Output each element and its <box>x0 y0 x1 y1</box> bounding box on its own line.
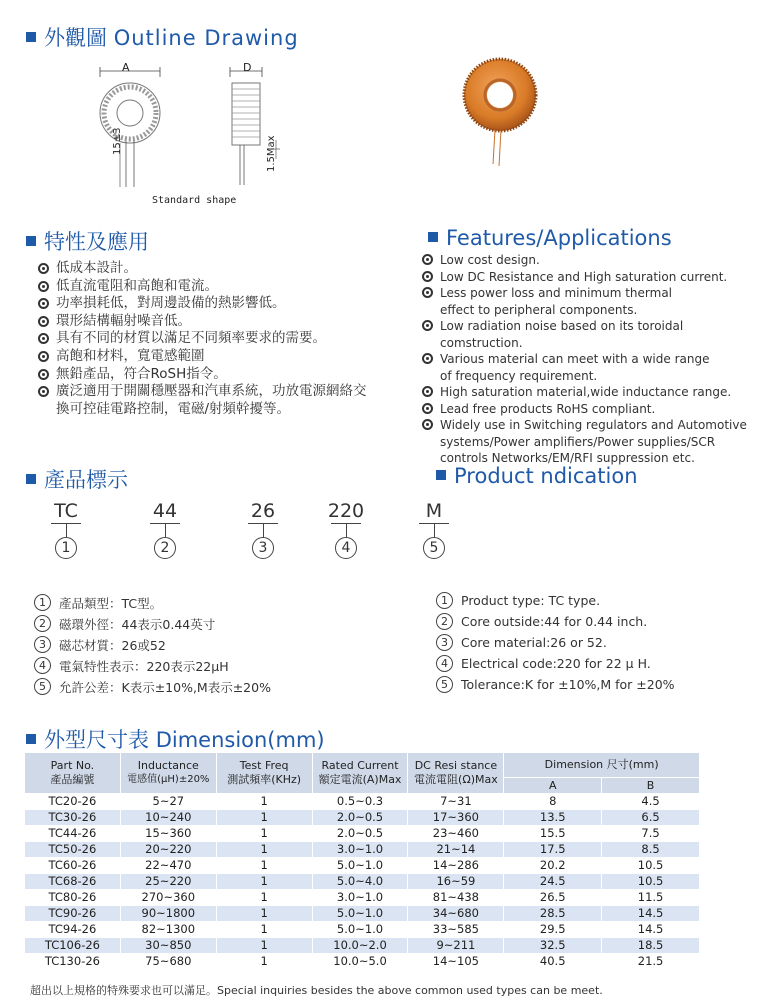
legend-number: 1 <box>436 592 453 609</box>
table-cell: 8 <box>504 794 602 810</box>
table-cell: 21~14 <box>408 842 504 858</box>
bullet-icon <box>422 419 433 430</box>
feature-text: 低成本設計。 <box>56 260 137 276</box>
heading-square-icon <box>26 236 36 246</box>
bullet-icon <box>38 369 49 380</box>
table-cell: 17.5 <box>504 842 602 858</box>
heading-square-icon <box>26 734 36 744</box>
dim-label-d: D <box>243 61 252 74</box>
outline-drawing <box>90 55 310 215</box>
legend-row <box>34 655 271 676</box>
legend-en <box>436 590 675 695</box>
legend-row <box>436 611 675 632</box>
legend-number: 5 <box>436 676 453 693</box>
table-cell: 20.2 <box>504 858 602 874</box>
table-cell: 40.5 <box>504 954 602 970</box>
list-item <box>38 330 368 348</box>
feature-text: Low radiation noise based on its toroidal comstruction. <box>440 319 684 350</box>
table-row <box>25 874 700 890</box>
dimension-table-body <box>25 794 700 970</box>
dimension-heading-zh: 外型尺寸表 <box>44 728 149 752</box>
legend-text: 磁環外徑：44表示0.44英寸 <box>59 616 216 632</box>
feature-text: 高飽和材料，寬電感範圍 <box>56 347 205 364</box>
table-row <box>25 858 700 874</box>
header-text: Test Freq <box>239 759 289 772</box>
table-cell: 14.5 <box>602 922 700 938</box>
bullet-icon <box>422 271 433 282</box>
table-cell: 3.0~1.0 <box>312 842 408 858</box>
features-zh-list <box>38 260 368 418</box>
code-number: 1 <box>55 537 77 559</box>
table-cell: 1 <box>216 922 312 938</box>
table-cell: 17~360 <box>408 810 504 826</box>
table-cell: 4.5 <box>602 794 700 810</box>
table-cell: 0.5~0.3 <box>312 794 408 810</box>
table-cell: 90~1800 <box>120 906 216 922</box>
bullet-icon <box>38 316 49 327</box>
table-cell: 14~105 <box>408 954 504 970</box>
list-item <box>422 401 762 418</box>
legend-number: 4 <box>436 655 453 672</box>
code-group <box>243 500 283 559</box>
standard-shape-caption: Standard shape <box>152 195 237 206</box>
indication-en-heading-text: Product ndication <box>454 464 638 488</box>
bullet-icon <box>38 298 49 309</box>
table-cell: 18.5 <box>602 938 700 954</box>
table-cell: 2.0~0.5 <box>312 810 408 826</box>
table-cell: 10.0~5.0 <box>312 954 408 970</box>
dim-label-a: A <box>122 61 130 74</box>
legend-row <box>436 674 675 695</box>
list-item <box>38 348 368 366</box>
table-cell: 7~31 <box>408 794 504 810</box>
code-number: 4 <box>335 537 357 559</box>
dimension-heading-en: Dimension(mm) <box>155 728 325 752</box>
table-cell: 2.0~0.5 <box>312 826 408 842</box>
table-cell: 1 <box>216 826 312 842</box>
code-number: 5 <box>423 537 445 559</box>
table-cell: 10.0~2.0 <box>312 938 408 954</box>
header-text: 額定電流(A)Max <box>318 773 402 786</box>
code-segment <box>243 500 283 559</box>
table-row <box>25 922 700 938</box>
table-row <box>25 810 700 826</box>
table-row <box>25 890 700 906</box>
code-group <box>145 500 185 559</box>
legend-row <box>436 590 675 611</box>
feature-text: Various material can meet with a wide range of frequency requirement. <box>440 352 710 383</box>
feature-text: 環形結構輻射噪音低。 <box>56 312 191 329</box>
table-cell: 75~680 <box>120 954 216 970</box>
features-zh-heading <box>26 226 149 256</box>
legend-text: 產品類型：TC型。 <box>59 595 163 611</box>
legend-text: Tolerance:K for ±10%,M for ±20% <box>461 677 675 692</box>
legend-number: 5 <box>34 678 51 695</box>
header-part-no <box>25 753 121 794</box>
table-row <box>25 954 700 970</box>
bullet-icon <box>422 254 433 265</box>
bullet-icon <box>422 287 433 298</box>
header-rated-current <box>312 753 408 794</box>
legend-row <box>436 653 675 674</box>
table-cell: TC80-26 <box>25 890 121 906</box>
heading-square-icon <box>26 474 36 484</box>
table-cell: 9~211 <box>408 938 504 954</box>
table-cell: 1 <box>216 890 312 906</box>
header-col-a: A <box>504 778 602 794</box>
bullet-icon <box>422 320 433 331</box>
indication-en-heading <box>436 464 638 488</box>
table-cell: 26.5 <box>504 890 602 906</box>
table-cell: 1 <box>216 810 312 826</box>
table-cell: 32.5 <box>504 938 602 954</box>
table-cell: 1 <box>216 874 312 890</box>
table-cell: 5.0~1.0 <box>312 922 408 938</box>
list-item <box>422 285 762 318</box>
list-item <box>38 278 368 296</box>
table-cell: 15.5 <box>504 826 602 842</box>
table-cell: 28.5 <box>504 906 602 922</box>
legend-row <box>436 632 675 653</box>
features-en-list <box>422 252 762 467</box>
bullet-icon <box>422 353 433 364</box>
feature-text: 無鉛產品，符合RoSH指令。 <box>56 365 227 382</box>
indication-zh-heading <box>26 464 128 494</box>
list-item <box>422 318 762 351</box>
lead-length-label: 15±3 <box>112 127 123 155</box>
table-cell: 20~220 <box>120 842 216 858</box>
code-segment <box>414 500 454 559</box>
feature-text: 功率損耗低，對周邊設備的熱影響低。 <box>56 295 286 312</box>
table-cell: 30~850 <box>120 938 216 954</box>
header-inductance <box>120 753 216 794</box>
bullet-icon <box>422 403 433 414</box>
indication-zh-heading-text: 產品標示 <box>44 468 128 492</box>
table-cell: 81~438 <box>408 890 504 906</box>
table-row <box>25 842 700 858</box>
legend-text: 磁芯材質：26或52 <box>59 637 166 653</box>
table-cell: 1 <box>216 858 312 874</box>
table-cell: 7.5 <box>602 826 700 842</box>
legend-number: 2 <box>436 613 453 630</box>
legend-number: 3 <box>436 634 453 651</box>
header-text: 產品編號 <box>50 773 95 786</box>
list-item <box>422 351 762 384</box>
header-test-freq <box>216 753 312 794</box>
table-cell: TC30-26 <box>25 810 121 826</box>
table-cell: 16~59 <box>408 874 504 890</box>
legend-row <box>34 592 271 613</box>
table-cell: 10~240 <box>120 810 216 826</box>
features-zh-heading-text: 特性及應用 <box>44 230 149 254</box>
table-cell: 10.5 <box>602 858 700 874</box>
code-group <box>46 500 86 559</box>
heading-square-icon <box>26 32 36 42</box>
legend-text: Core outside:44 for 0.44 inch. <box>461 614 648 629</box>
code-number: 2 <box>154 537 176 559</box>
code-number: 3 <box>252 537 274 559</box>
code-text: TC <box>54 500 78 522</box>
outline-heading-zh: 外觀圖 <box>44 26 107 50</box>
table-cell: TC44-26 <box>25 826 121 842</box>
table-cell: 82~1300 <box>120 922 216 938</box>
max-thickness-label: 1.5Max <box>266 135 277 172</box>
table-cell: 10.5 <box>602 874 700 890</box>
legend-row <box>34 676 271 697</box>
legend-number: 4 <box>34 657 51 674</box>
legend-zh <box>34 592 271 697</box>
table-cell: 29.5 <box>504 922 602 938</box>
list-item <box>422 384 762 401</box>
table-cell: 14.5 <box>602 906 700 922</box>
table-row <box>25 906 700 922</box>
table-cell: 5.0~1.0 <box>312 858 408 874</box>
dimension-table <box>24 752 700 970</box>
legend-text: 允許公差：K表示±10%,M表示±20% <box>59 679 271 695</box>
table-cell: 5.0~4.0 <box>312 874 408 890</box>
code-text: 26 <box>250 500 276 522</box>
table-cell: 1 <box>216 842 312 858</box>
header-text: DC Resi stance <box>414 759 498 772</box>
bullet-icon <box>38 351 49 362</box>
feature-text: Widely use in Switching regulators and Automotive systems/Power amplifiers/Power supplies/SCR controls Networks/EM/RFI suppression etc. <box>440 418 747 465</box>
bullet-icon <box>38 281 49 292</box>
bullet-icon <box>38 386 49 397</box>
feature-text: Low DC Resistance and High saturation current. <box>440 269 728 284</box>
table-cell: 33~585 <box>408 922 504 938</box>
table-row <box>25 938 700 954</box>
legend-row <box>34 613 271 634</box>
code-text: M <box>425 500 443 522</box>
code-text: 44 <box>152 500 178 522</box>
header-dimension: Dimension 尺寸(mm) <box>504 753 700 778</box>
table-cell: 13.5 <box>504 810 602 826</box>
table-cell: TC68-26 <box>25 874 121 890</box>
table-cell: 1 <box>216 954 312 970</box>
legend-row <box>34 634 271 655</box>
table-cell: 25~220 <box>120 874 216 890</box>
table-row <box>25 794 700 810</box>
code-segment <box>326 500 366 559</box>
table-cell: TC94-26 <box>25 922 121 938</box>
header-dc-resistance <box>408 753 504 794</box>
code-segment <box>145 500 185 559</box>
outline-heading <box>26 22 299 52</box>
header-text: Part No. <box>50 759 95 772</box>
feature-text: 低直流電阻和高飽和電流。 <box>56 277 218 294</box>
header-text: 測試頻率(KHz) <box>227 773 302 786</box>
toroid-inductor-photo <box>455 52 555 172</box>
feature-text: Low cost design. <box>440 253 540 267</box>
table-cell: 24.5 <box>504 874 602 890</box>
feature-text: High saturation material,wide inductance range. <box>440 385 732 399</box>
legend-number: 1 <box>34 594 51 611</box>
legend-text: Core material:26 or 52. <box>461 635 607 650</box>
table-cell: TC90-26 <box>25 906 121 922</box>
table-cell: TC20-26 <box>25 794 121 810</box>
legend-number: 3 <box>34 636 51 653</box>
table-cell: 14~286 <box>408 858 504 874</box>
feature-text: 廣泛適用于開關穩壓器和汽車系統，功放電源網絡交換可控硅電路控制，電磁/射頻幹擾等。 <box>56 383 367 417</box>
dimension-heading <box>26 724 325 754</box>
header-text: Rated Current <box>321 759 399 772</box>
legend-text: 電氣特性表示：220表示22μH <box>59 658 229 674</box>
code-segment <box>46 500 86 559</box>
legend-text: Electrical code:220 for 22 μ H. <box>461 656 651 671</box>
features-en-heading <box>428 226 672 250</box>
table-cell: 1 <box>216 906 312 922</box>
features-en-heading-text: Features/Applications <box>446 226 672 250</box>
table-cell: TC60-26 <box>25 858 121 874</box>
bullet-icon <box>38 263 49 274</box>
table-cell: 8.5 <box>602 842 700 858</box>
footnote: 超出以上規格的特殊要求也可以滿足。Special inquiries besides the above common used types can be meet. <box>30 984 603 997</box>
list-item <box>38 383 368 418</box>
table-row <box>25 826 700 842</box>
list-item <box>422 417 762 467</box>
list-item <box>422 252 762 269</box>
table-cell: 23~460 <box>408 826 504 842</box>
feature-text: Less power loss and minimum thermal effect to peripheral components. <box>440 286 673 317</box>
bullet-icon <box>38 333 49 344</box>
header-col-b: B <box>602 778 700 794</box>
header-text: Inductance <box>137 759 199 772</box>
code-group <box>414 500 454 559</box>
code-text: 220 <box>327 500 365 522</box>
list-item <box>38 313 368 331</box>
table-cell: TC106-26 <box>25 938 121 954</box>
table-cell: 1 <box>216 938 312 954</box>
table-cell: TC50-26 <box>25 842 121 858</box>
header-text: 電感值(μH)±20% <box>127 774 210 785</box>
table-cell: 5~27 <box>120 794 216 810</box>
legend-number: 2 <box>34 615 51 632</box>
code-group <box>326 500 366 559</box>
list-item <box>38 260 368 278</box>
table-cell: TC130-26 <box>25 954 121 970</box>
table-cell: 15~360 <box>120 826 216 842</box>
bullet-icon <box>422 386 433 397</box>
legend-text: Product type: TC type. <box>461 593 601 608</box>
list-item <box>38 295 368 313</box>
feature-text: 具有不同的材質以滿足不同頻率要求的需要。 <box>56 330 326 347</box>
heading-square-icon <box>428 232 438 242</box>
table-cell: 1 <box>216 794 312 810</box>
table-cell: 11.5 <box>602 890 700 906</box>
header-text: 電流電阻(Ω)Max <box>414 773 498 786</box>
table-cell: 21.5 <box>602 954 700 970</box>
list-item <box>422 269 762 286</box>
outline-heading-en: Outline Drawing <box>113 26 299 50</box>
table-cell: 22~470 <box>120 858 216 874</box>
table-cell: 270~360 <box>120 890 216 906</box>
table-cell: 5.0~1.0 <box>312 906 408 922</box>
table-cell: 3.0~1.0 <box>312 890 408 906</box>
table-cell: 34~680 <box>408 906 504 922</box>
feature-text: Lead free products RoHS compliant. <box>440 401 656 416</box>
heading-square-icon <box>436 470 446 480</box>
list-item <box>38 366 368 384</box>
table-cell: 6.5 <box>602 810 700 826</box>
